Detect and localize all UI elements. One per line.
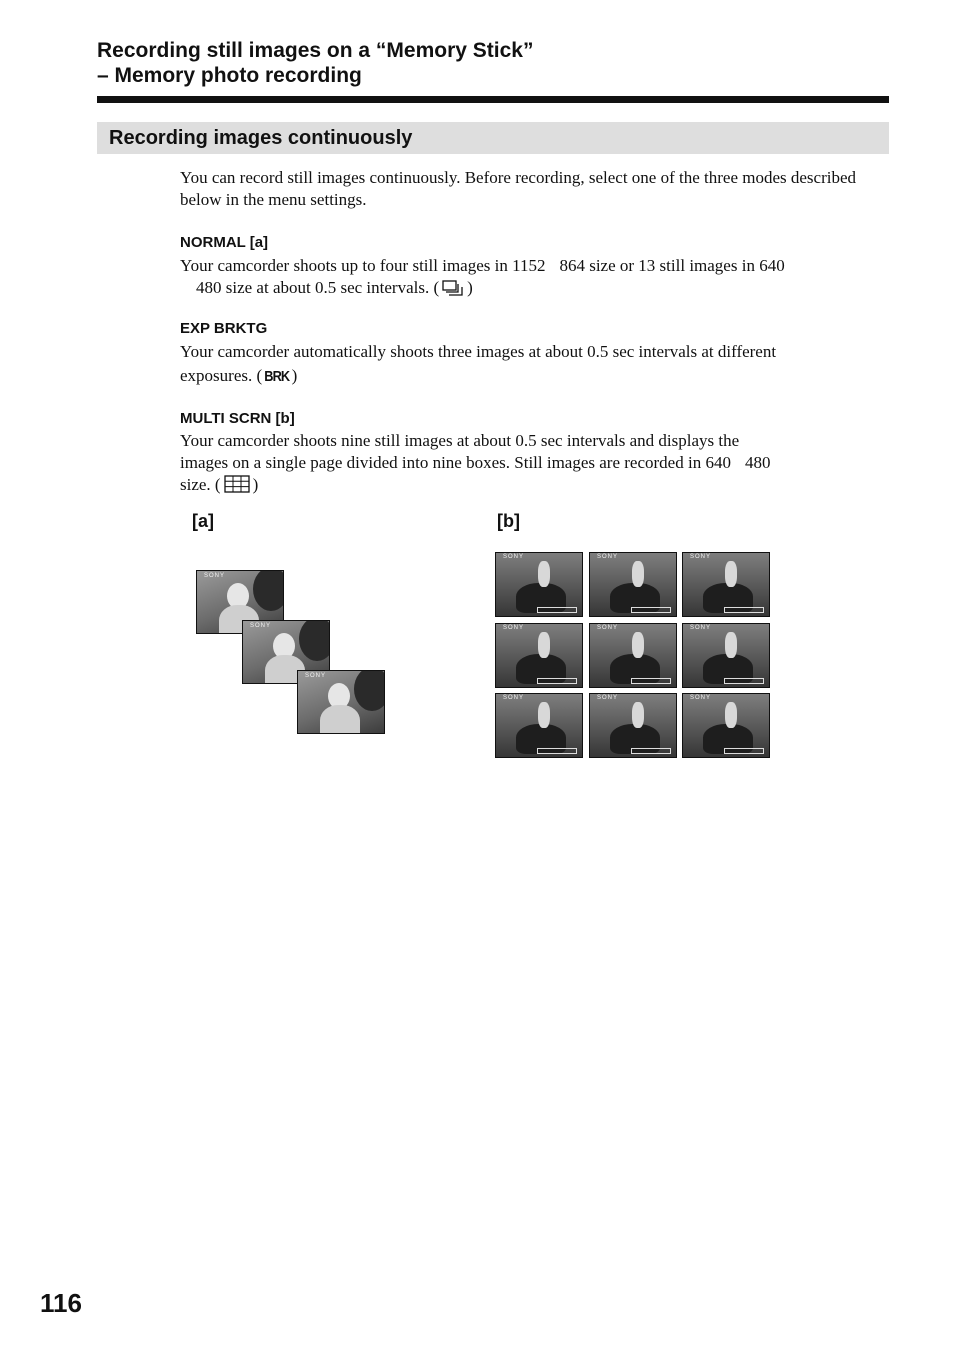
multi-screen-tile	[682, 552, 770, 617]
normal-sample-photo-3	[297, 670, 385, 734]
exp-line2-a: exposures. (	[180, 366, 263, 385]
normal-line1-b: 864 size or 13 still images in 640	[559, 256, 785, 275]
photo-logo: SONY	[250, 623, 272, 629]
multi-screen-grid-icon	[224, 475, 250, 499]
tile-logo: SONY	[597, 695, 619, 701]
multi-screen-tile	[589, 623, 677, 688]
multi-screen-tile	[682, 623, 770, 688]
normal-line2-b: )	[467, 278, 473, 297]
tile-logo: SONY	[503, 695, 525, 701]
mode-desc-normal	[180, 255, 886, 302]
mode-label-normal: NORMAL [a]	[180, 234, 269, 251]
page-heading	[97, 38, 887, 88]
multi-screen-tile	[589, 552, 677, 617]
figure-b-label: [b]	[497, 511, 520, 531]
mode-label-multi-scrn: MULTI SCRN [b]	[180, 410, 295, 427]
multi-screen-tile	[589, 693, 677, 758]
multi-screen-tile	[495, 552, 583, 617]
mode-desc-exp-brktg	[180, 341, 886, 388]
continuous-frames-icon	[442, 280, 464, 302]
section-title: Recording images continuously	[109, 127, 413, 149]
tile-logo: SONY	[690, 625, 712, 631]
mode-label-exp-brktg: EXP BRKTG	[180, 320, 268, 337]
exp-line1: Your camcorder automatically shoots three images at about 0.5 sec intervals at different	[180, 342, 777, 361]
heading-rule	[97, 96, 889, 103]
multi-screen-tile	[682, 693, 770, 758]
mode-desc-multi-scrn	[180, 430, 886, 499]
multi-line2-a: images on a single page divided into nine boxes. Still images are recorded in 640	[180, 453, 731, 472]
brk-icon: BRK	[264, 368, 290, 385]
tile-logo: SONY	[597, 625, 619, 631]
photo-logo: SONY	[305, 673, 327, 679]
photo-logo: SONY	[204, 573, 226, 579]
exp-line2-b: )	[291, 366, 298, 385]
page-heading-line1: Recording still images on a “Memory Stick”	[97, 39, 534, 62]
tile-logo: SONY	[690, 695, 712, 701]
figure-a-label: [a]	[192, 511, 214, 531]
multi-line1: Your camcorder shoots nine still images at about 0.5 sec intervals and displays the	[180, 431, 740, 450]
tile-logo: SONY	[503, 554, 525, 560]
tile-logo: SONY	[503, 625, 525, 631]
multi-screen-tile	[495, 693, 583, 758]
section-band	[97, 122, 889, 154]
normal-line1-a: Your camcorder shoots up to four still images in 1152	[180, 256, 546, 275]
tile-logo: SONY	[597, 554, 619, 560]
multi-line3-b: )	[252, 475, 259, 494]
multi-line3-a: size. (	[180, 475, 221, 494]
page-number: 116	[40, 1288, 82, 1318]
page-heading-line2: – Memory photo recording	[97, 64, 362, 87]
tile-logo: SONY	[690, 554, 712, 560]
normal-line2-a: 480 size at about 0.5 sec intervals. (	[196, 278, 440, 297]
multi-screen-tile	[495, 623, 583, 688]
intro-paragraph: You can record still images continuously. Before recording, select one of the three modes described below in the menu settings.	[180, 168, 857, 209]
multi-line2-b: 480	[744, 453, 771, 472]
